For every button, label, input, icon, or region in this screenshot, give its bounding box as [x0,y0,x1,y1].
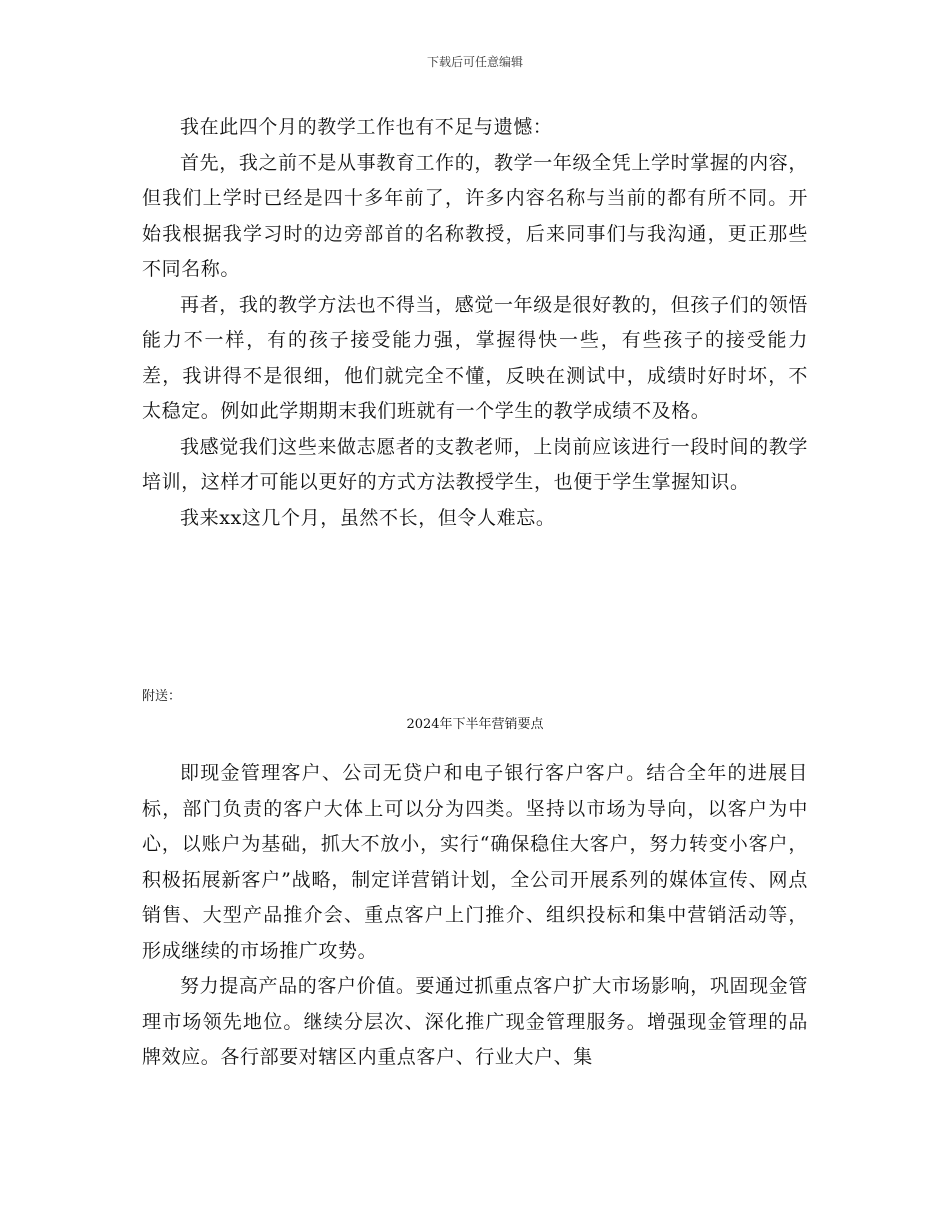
paragraph: 努力提高产品的客户价值。要通过抓重点客户扩大市场影响，巩固现金管理市场领先地位。继续分层次、深化推广现金管理服务。增强现金管理的品牌效应。各行部要对辖区内重点客户、行业大户、集 [142,975,808,1068]
paragraph: 首先，我之前不是从事教育工作的，教学一年级全凭上学时掌握的内容，但我们上学时已经是四十多年前了，许多内容名称与当前的都有所不同。开始我根据我学习时的边旁部首的名称教授，后来同事们与我沟通，更正那些不同名称。 [142,151,808,280]
body-section-marketing [142,756,808,1076]
paragraph: 我来xx这几个月，虽然不长，但令人难忘。 [180,506,556,529]
attachment-label: 附送： [142,689,182,704]
paragraph: 即现金管理客户、公司无贷户和电子银行客户客户。结合全年的进展目标，部门负责的客户大体上可以分为四类。坚持以市场为导向，以客户为中心，以账户为基础，抓大不放小，实行“确保稳住大客户，努力转变小客户，积极拓展新客户”战略，制定详营销计划，全公司开展系列的媒体宣传、网点销售、大型产品推介会、重点客户上门推介、组织投标和集中营销活动等，形成继续的市场推广攻势。 [142,762,808,962]
body-section-reflection [142,110,808,536]
header-note: 下载后可任意编辑 [426,55,523,69]
paragraph: 我感觉我们这些来做志愿者的支教老师，上岗前应该进行一段时间的教学培训，这样才可能以更好的方式方法教授学生，也便于学生掌握知识。 [142,435,808,493]
paragraph: 我在此四个月的教学工作也有不足与遗憾： [180,116,553,138]
paragraph: 再者，我的教学方法也不得当，感觉一年级是很好教的，但孩子们的领悟能力不一样，有的孩子接受能力强，掌握得快一些，有些孩子的接受能力差，我讲得不是很细，他们就完全不懂，反映在测试中，成绩时好时坏，不太稳定。例如此学期期末我们班就有一个学生的教学成绩不及格。 [142,293,808,422]
attachment-title: 2024年下半年营销要点 [406,717,544,732]
